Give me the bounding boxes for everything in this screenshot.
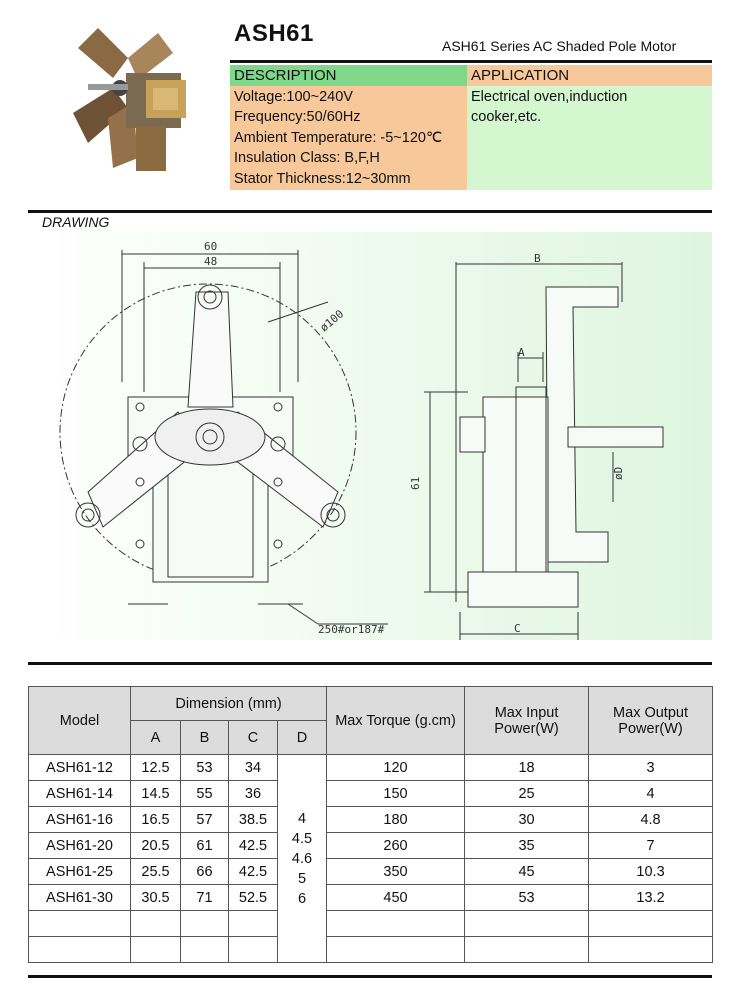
cell-output: 7 bbox=[589, 833, 713, 859]
cell-model: ASH61-30 bbox=[29, 885, 131, 911]
cell-torque: 150 bbox=[327, 781, 465, 807]
header-b: B bbox=[181, 721, 229, 755]
cell-model: ASH61-25 bbox=[29, 859, 131, 885]
table-row bbox=[29, 807, 713, 833]
cell-a: 25.5 bbox=[131, 859, 181, 885]
cell-a: 20.5 bbox=[131, 833, 181, 859]
cell-output: 4.8 bbox=[589, 807, 713, 833]
cell-torque: 450 bbox=[327, 885, 465, 911]
cell-input: 30 bbox=[465, 807, 589, 833]
cell-output: 3 bbox=[589, 755, 713, 781]
cell-a: 14.5 bbox=[131, 781, 181, 807]
table-row bbox=[29, 755, 713, 781]
d-value: 5 bbox=[297, 870, 307, 887]
table-row bbox=[29, 833, 713, 859]
table-row bbox=[29, 781, 713, 807]
spec-voltage: Voltage:100~240V bbox=[234, 89, 353, 105]
header-max-torque: Max Torque (g.cm) bbox=[327, 687, 465, 755]
dim-diameter-100: ø100 bbox=[317, 307, 347, 335]
dim-48: 48 bbox=[204, 255, 218, 268]
cell-input: 18 bbox=[465, 755, 589, 781]
table-row-empty bbox=[29, 911, 713, 937]
header-max-output: Max Output Power(W) bbox=[589, 687, 713, 755]
dim-61: 61 bbox=[409, 476, 422, 490]
cell-model: ASH61-14 bbox=[29, 781, 131, 807]
dim-b: B bbox=[534, 252, 541, 265]
d-value: 6 bbox=[297, 890, 307, 907]
cell-c: 38.5 bbox=[229, 807, 278, 833]
header-dimension: Dimension (mm) bbox=[131, 687, 327, 721]
dim-terminal: 250#or187# bbox=[318, 623, 385, 636]
spec-table bbox=[28, 686, 713, 963]
header-max-input: Max Input Power(W) bbox=[465, 687, 589, 755]
cell-b: 55 bbox=[181, 781, 229, 807]
cell-torque: 180 bbox=[327, 807, 465, 833]
cell-d-values bbox=[278, 755, 327, 963]
bottom-divider bbox=[28, 975, 712, 978]
section-divider-top bbox=[28, 210, 712, 213]
cell-c: 34 bbox=[229, 755, 278, 781]
cell-output: 13.2 bbox=[589, 885, 713, 911]
description-box bbox=[230, 65, 467, 190]
header-model: Model bbox=[29, 687, 131, 755]
cell-output: 4 bbox=[589, 781, 713, 807]
spec-ambient-temperature: Ambient Temperature: -5~120℃ bbox=[234, 129, 443, 146]
cell-a: 16.5 bbox=[131, 807, 181, 833]
table-row bbox=[29, 885, 713, 911]
cell-input: 25 bbox=[465, 781, 589, 807]
cell-c: 42.5 bbox=[229, 859, 278, 885]
motor-photo bbox=[58, 18, 208, 178]
product-subtitle: ASH61 Series AC Shaded Pole Motor bbox=[442, 38, 677, 54]
header-d: D bbox=[278, 721, 327, 755]
model-title: ASH61 bbox=[234, 20, 314, 47]
section-divider-table bbox=[28, 662, 712, 665]
table-row-empty bbox=[29, 937, 713, 963]
drawing-label: DRAWING bbox=[42, 214, 110, 230]
cell-b: 53 bbox=[181, 755, 229, 781]
header-a: A bbox=[131, 721, 181, 755]
cell-a: 12.5 bbox=[131, 755, 181, 781]
cell-b: 61 bbox=[181, 833, 229, 859]
cell-model: ASH61-12 bbox=[29, 755, 131, 781]
dim-a: A bbox=[518, 346, 525, 359]
dim-d: øD bbox=[612, 466, 625, 480]
application-heading: APPLICATION bbox=[467, 65, 712, 86]
dim-c: C bbox=[514, 622, 521, 635]
cell-b: 71 bbox=[181, 885, 229, 911]
spec-frequency: Frequency:50/60Hz bbox=[234, 109, 361, 126]
spec-stator-thickness: Stator Thickness:12~30mm bbox=[234, 170, 411, 187]
cell-input: 53 bbox=[465, 885, 589, 911]
d-value: 4.6 bbox=[291, 850, 313, 867]
cell-b: 57 bbox=[181, 807, 229, 833]
spec-insulation-class: Insulation Class: B,F,H bbox=[234, 150, 380, 167]
cell-output: 10.3 bbox=[589, 859, 713, 885]
cell-model: ASH61-20 bbox=[29, 833, 131, 859]
cell-b: 66 bbox=[181, 859, 229, 885]
dim-60: 60 bbox=[204, 240, 218, 253]
header-divider bbox=[230, 60, 712, 63]
cell-a: 30.5 bbox=[131, 885, 181, 911]
header-c: C bbox=[229, 721, 278, 755]
application-box bbox=[467, 65, 712, 190]
cell-torque: 120 bbox=[327, 755, 465, 781]
table-row bbox=[29, 859, 713, 885]
d-value: 4.5 bbox=[291, 830, 313, 847]
cell-torque: 350 bbox=[327, 859, 465, 885]
description-heading: DESCRIPTION bbox=[230, 65, 467, 86]
cell-torque: 260 bbox=[327, 833, 465, 859]
cell-model: ASH61-16 bbox=[29, 807, 131, 833]
technical-drawing bbox=[28, 232, 712, 640]
cell-input: 45 bbox=[465, 859, 589, 885]
d-value: 4 bbox=[297, 810, 307, 827]
application-text: Electrical oven,induction cooker,etc. bbox=[471, 89, 628, 125]
cell-c: 36 bbox=[229, 781, 278, 807]
cell-c: 52.5 bbox=[229, 885, 278, 911]
cell-input: 35 bbox=[465, 833, 589, 859]
cell-c: 42.5 bbox=[229, 833, 278, 859]
